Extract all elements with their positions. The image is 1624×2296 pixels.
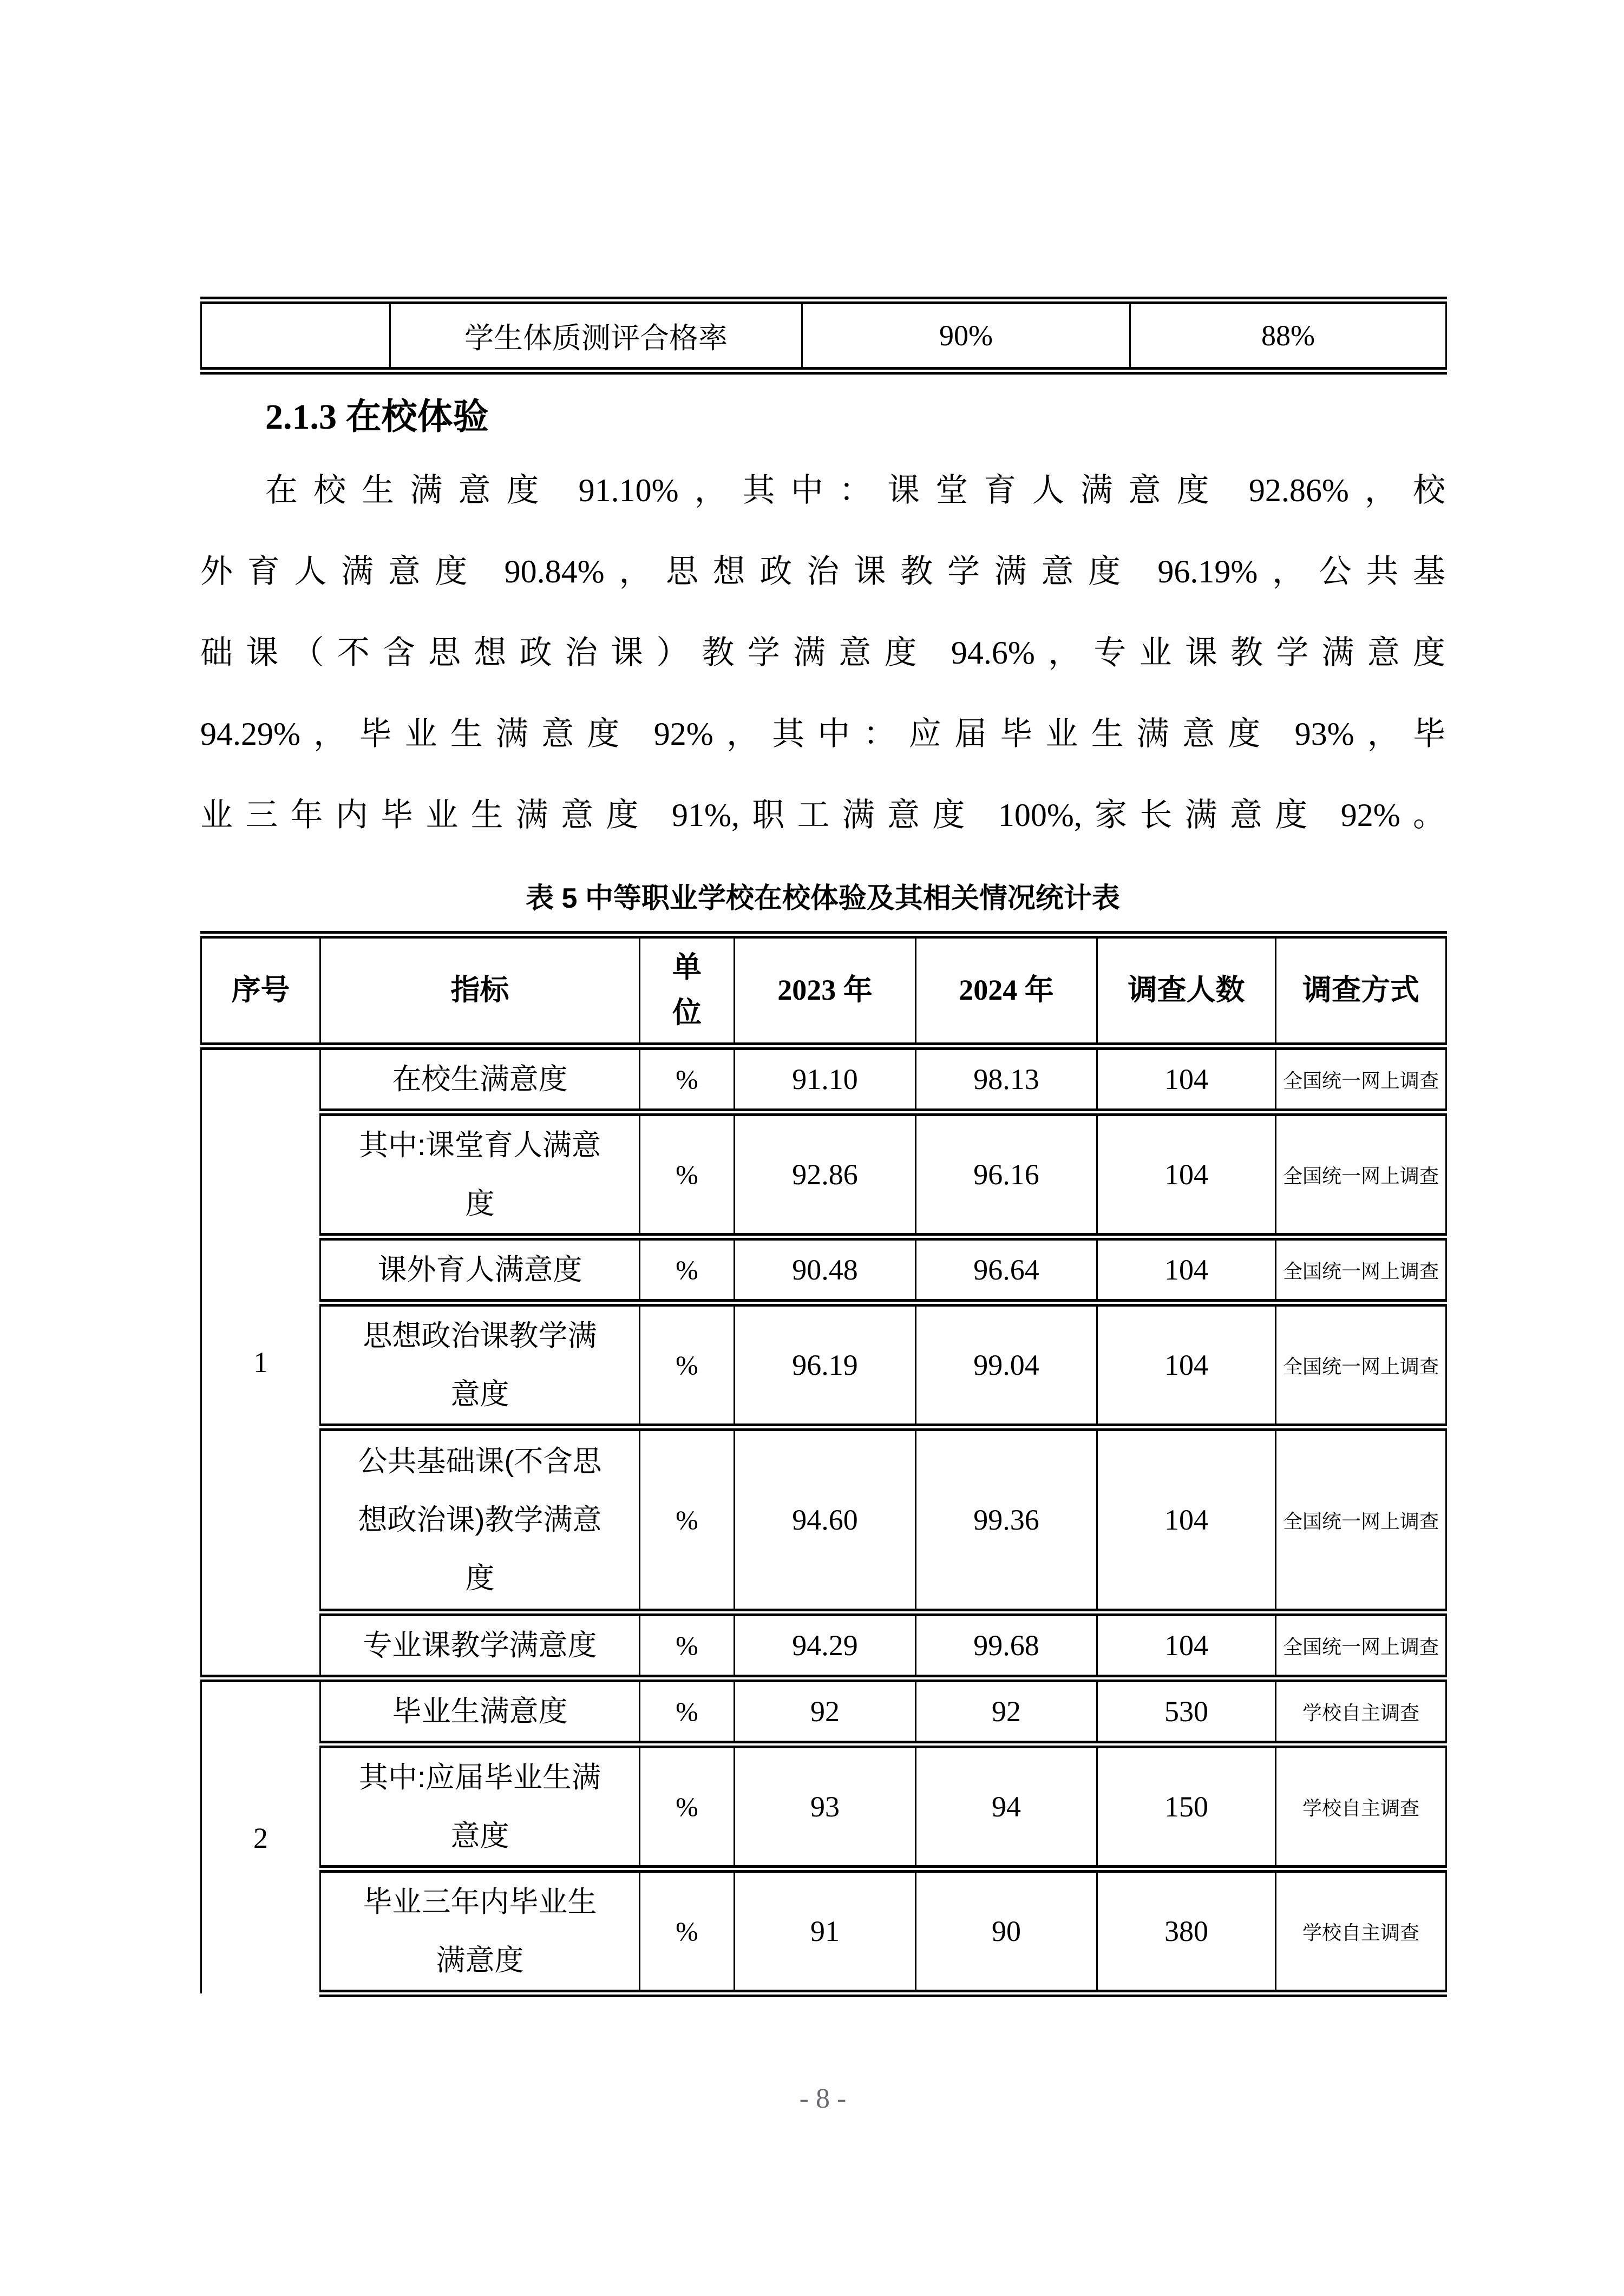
method-cell: 全国统一网上调查 [1276,1612,1446,1678]
method-cell: 全国统一网上调查 [1276,1237,1446,1303]
header-cell-count: 调查人数 [1097,935,1276,1046]
value-2023-cell: 96.19 [735,1303,916,1427]
indicator-cell: 毕业三年内毕业生满意度 [320,1869,640,1993]
value-2023-cell: 93 [735,1744,916,1869]
header-cell-2024: 2024 年 [916,935,1097,1046]
unit-cell: % [640,1112,735,1237]
value-2024-cell: 94 [916,1744,1097,1869]
value-2024-cell: 90 [916,1869,1097,1993]
value-2024-cell: 99.36 [916,1427,1097,1612]
value-cell-2: 88% [1130,300,1446,371]
method-cell: 全国统一网上调查 [1276,1303,1446,1427]
table-row [201,1427,1446,1612]
value-2024-cell: 99.04 [916,1303,1097,1427]
header-cell-seq: 序号 [201,935,320,1046]
unit-cell: % [640,1046,735,1112]
unit-cell: % [640,1237,735,1303]
value-2024-cell: 98.13 [916,1046,1097,1112]
method-cell: 学校自主调查 [1276,1678,1446,1744]
method-cell: 学校自主调查 [1276,1869,1446,1993]
page-number: - 8 - [799,2083,847,2114]
value-2023-cell: 94.60 [735,1427,916,1612]
table-row [201,1046,1446,1112]
value-2023-cell: 91.10 [735,1046,916,1112]
empty-cell [201,300,390,371]
seq-cell-2: 2 [201,1678,320,1993]
paragraph-line: 础课（不含思想政治课）教学满意度 94.6%，专业课教学满意度 [200,634,1445,671]
table-caption: 表 5 中等职业学校在校体验及其相关情况统计表 [526,882,1120,914]
method-cell: 全国统一网上调查 [1276,1427,1446,1612]
unit-cell: % [640,1744,735,1869]
value-2024-cell: 96.16 [916,1112,1097,1237]
header-row [201,935,1446,1046]
unit-cell: % [640,1427,735,1612]
unit-cell: % [640,1303,735,1427]
method-cell: 全国统一网上调查 [1276,1112,1446,1237]
page-content [200,0,1445,1997]
count-cell: 380 [1097,1869,1276,1993]
indicator-cell: 专业课教学满意度 [320,1612,640,1678]
table-row [201,1869,1446,1993]
value-2023-cell: 92.86 [735,1112,916,1237]
paragraph-line: 业三年内毕业生满意度 91%,职工满意度 100%,家长满意度 92%。 [200,797,1445,833]
stats-table [200,931,1447,1997]
value-2023-cell: 92 [735,1678,916,1744]
value-2024-cell: 92 [916,1678,1097,1744]
value-2023-cell: 91 [735,1869,916,1993]
continued-table [200,297,1447,375]
indicator-cell: 在校生满意度 [320,1046,640,1112]
value-2023-cell: 94.29 [735,1612,916,1678]
unit-cell: % [640,1869,735,1993]
indicator-cell: 其中:课堂育人满意度 [320,1112,640,1237]
value-2024-cell: 99.68 [916,1612,1097,1678]
paragraph-line: 外育人满意度 90.84%，思想政治课教学满意度 96.19%，公共基 [200,553,1445,589]
table-row [201,1744,1446,1869]
count-cell: 104 [1097,1112,1276,1237]
count-cell: 104 [1097,1237,1276,1303]
indicator-cell: 课外育人满意度 [320,1237,640,1303]
unit-cell: % [640,1612,735,1678]
header-cell-indicator: 指标 [320,935,640,1046]
value-cell-1: 90% [802,300,1130,371]
count-cell: 104 [1097,1303,1276,1427]
method-cell: 学校自主调查 [1276,1744,1446,1869]
table-row [201,1303,1446,1427]
header-cell-2023: 2023 年 [735,935,916,1046]
indicator-cell: 毕业生满意度 [320,1678,640,1744]
paragraph-line: 在校生满意度 91.10%，其中：课堂育人满意度 92.86%，校 [265,472,1445,508]
count-cell: 104 [1097,1046,1276,1112]
table-row [201,1612,1446,1678]
value-2023-cell: 90.48 [735,1237,916,1303]
header-cell-unit: 单位 [640,935,735,1046]
method-cell: 全国统一网上调查 [1276,1046,1446,1112]
paragraph-line: 94.29%，毕业生满意度 92%，其中：应届毕业生满意度 93%，毕 [200,716,1445,752]
table-row [201,1112,1446,1237]
unit-cell: % [640,1678,735,1744]
table-row [201,1678,1446,1744]
indicator-cell: 公共基础课(不含思想政治课)教学满意度 [320,1427,640,1612]
count-cell: 104 [1097,1612,1276,1678]
body-paragraph [200,450,1445,856]
section-heading: 2.1.3 在校体验 [265,397,489,437]
count-cell: 530 [1097,1678,1276,1744]
seq-cell-1: 1 [201,1046,320,1678]
value-2024-cell: 96.64 [916,1237,1097,1303]
indicator-cell: 其中:应届毕业生满意度 [320,1744,640,1869]
table-row [201,1237,1446,1303]
indicator-cell: 思想政治课教学满意度 [320,1303,640,1427]
count-cell: 150 [1097,1744,1276,1869]
indicator-cell: 学生体质测评合格率 [390,300,802,371]
count-cell: 104 [1097,1427,1276,1612]
header-cell-method: 调查方式 [1276,935,1446,1046]
table-row [201,300,1446,371]
